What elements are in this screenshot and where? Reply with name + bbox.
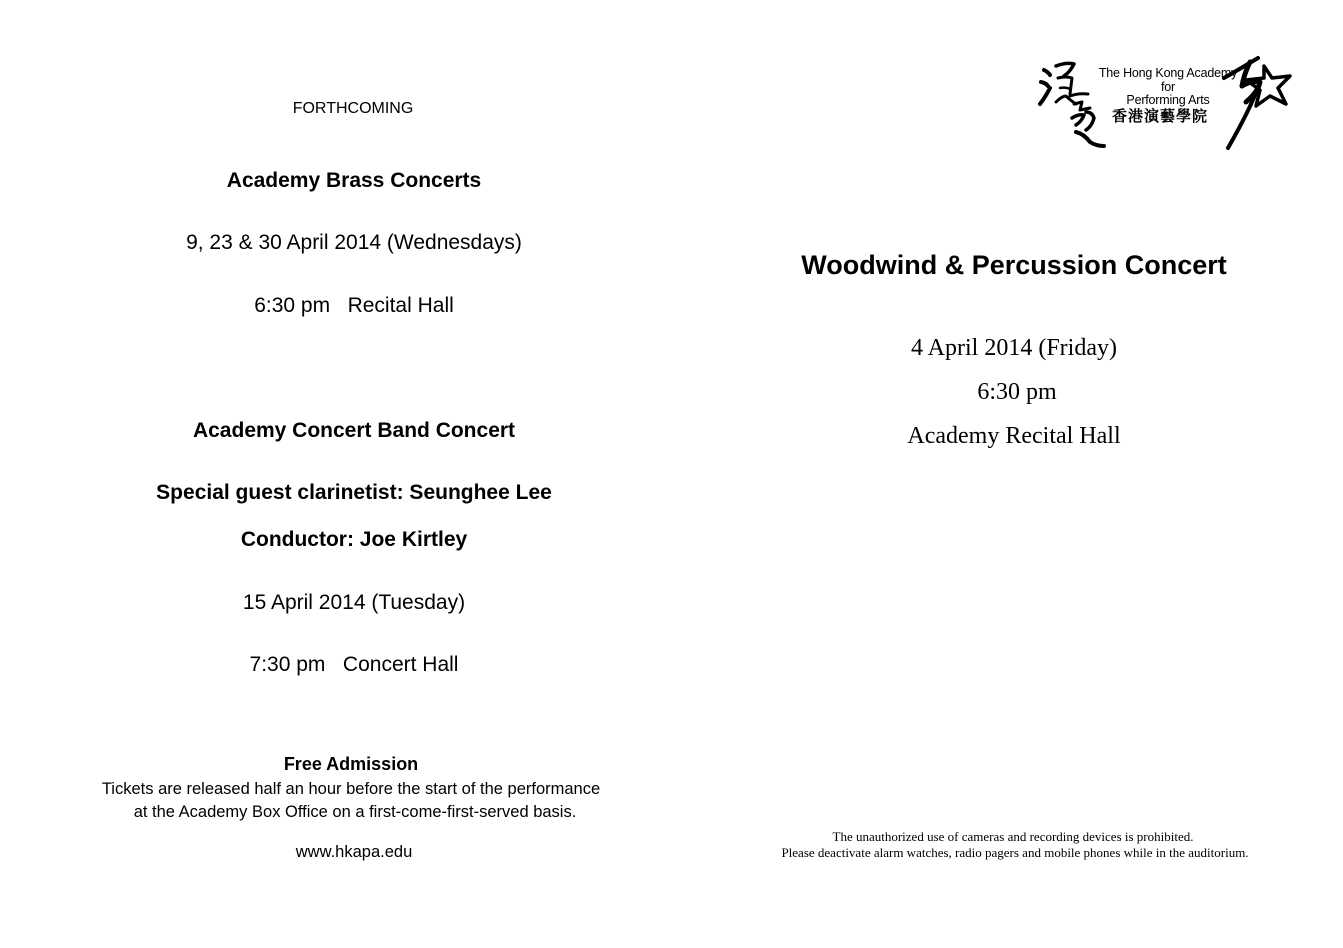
concert-date: 4 April 2014 (Friday): [911, 335, 1117, 361]
logo-english-line: for: [1161, 80, 1175, 94]
logo-chinese-name: 香港演藝學院: [1112, 109, 1209, 125]
notice-text: Please deactivate alarm watches, radio pagers and mobile phones while in the auditorium.: [781, 845, 1249, 860]
event-guest: Special guest clarinetist: Seunghee Lee: [156, 481, 552, 504]
admission-text: Tickets are released half an hour before the start of the performance: [101, 780, 601, 798]
concert-title: Woodwind & Percussion Concert: [801, 250, 1227, 280]
calligraphy-logo-icon: [1036, 48, 1112, 152]
website-link[interactable]: www.hkapa.edu: [295, 843, 413, 861]
admission-title: Free Admission: [283, 754, 419, 774]
event-date: 15 April 2014 (Tuesday): [242, 591, 466, 614]
concert-venue: Academy Recital Hall: [907, 423, 1121, 449]
logo-english-line: Performing Arts: [1126, 93, 1210, 107]
event-title: Academy Concert Band Concert: [192, 419, 516, 442]
event-date: 9, 23 & 30 April 2014 (Wednesdays): [186, 231, 522, 254]
concert-time: 6:30 pm: [977, 379, 1057, 405]
admission-text: at the Academy Box Office on a first-come-first-served basis.: [133, 803, 577, 821]
hkapa-logo: [1036, 48, 1306, 152]
logo-english-line: The Hong Kong Academy: [1098, 66, 1238, 80]
forthcoming-heading: FORTHCOMING: [292, 100, 414, 117]
event-time-venue: 7:30 pm Concert Hall: [249, 653, 459, 676]
notice-text: The unauthorized use of cameras and recording devices is prohibited.: [832, 829, 1194, 844]
event-conductor: Conductor: Joe Kirtley: [240, 528, 468, 551]
star-logo-icon: [1220, 48, 1306, 152]
event-title: Academy Brass Concerts: [226, 169, 482, 192]
event-time-venue: 6:30 pm Recital Hall: [254, 294, 454, 317]
